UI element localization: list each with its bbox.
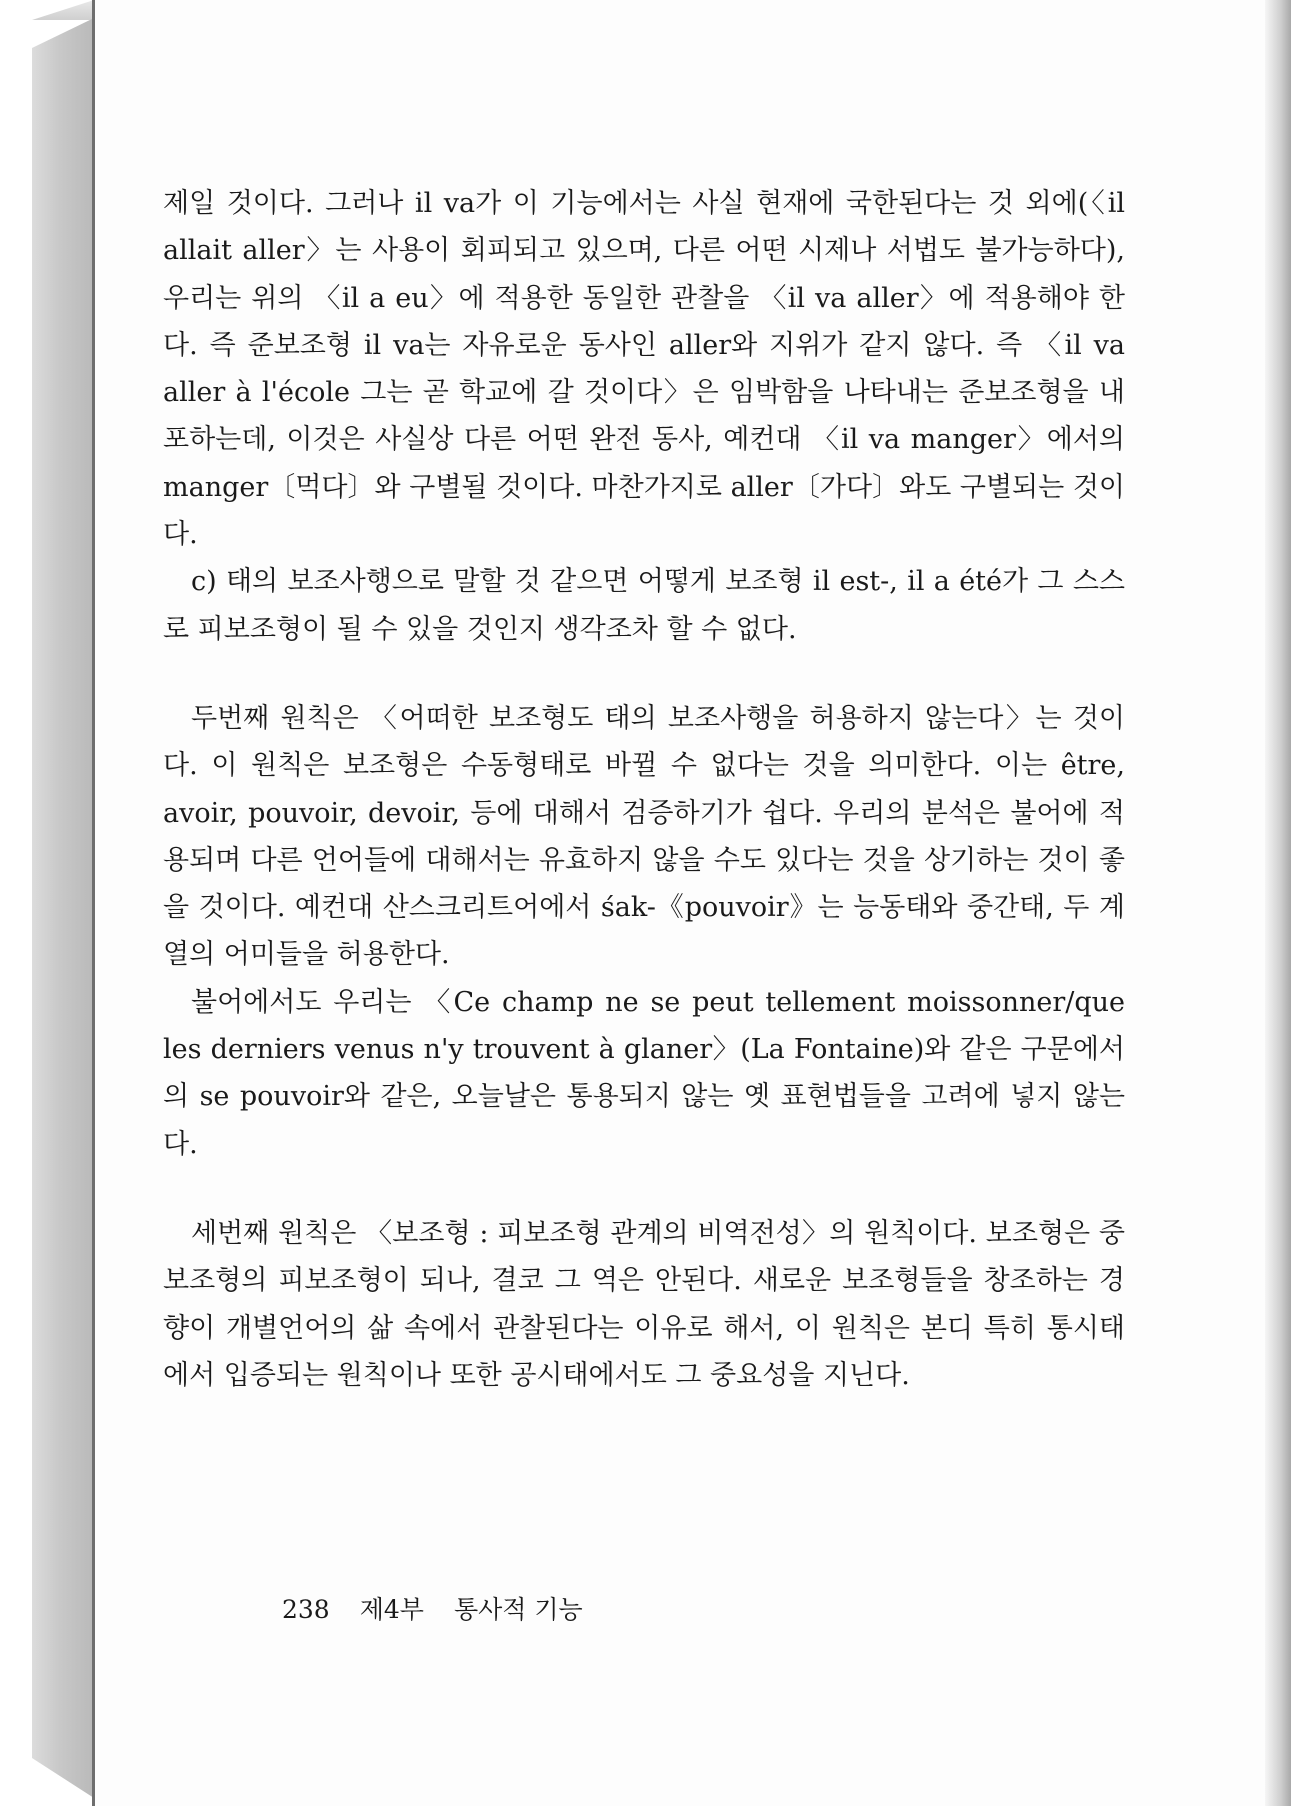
paragraph-4: 불어에서도 우리는 〈Ce champ ne se peut tellement moissonner/que les derniers venus n'y trouvent à glaner〉(La Fontaine)와 같은 구문에서의 se pouvoir와 같은, 오늘날은 통용되지 않는 옛 표현법들을 고려에 넣지 않는다. (163, 986, 1125, 1160)
page-number: 238 (282, 1595, 330, 1624)
paragraph-5: 세번째 원칙은 〈보조형 : 피보조형 관계의 비역전성〉의 원칙이다. 보조형은 중보조형의 피보조형이 되나, 결코 그 역은 안된다. 새로운 보조형들을 창조하는 경향이 개별언어의 삶 속에서 관찰된다는 이유로 해서, 이 원칙은 본디 특히 통시태에서 입증되는 원칙이나 또한 공시태에서도 그 중요성을 지닌다. (163, 1217, 1125, 1391)
part-label: 제4부 (359, 1595, 424, 1624)
body-text (163, 180, 1125, 1399)
book-right-edge (1265, 0, 1291, 1806)
paragraph-1: 제일 것이다. 그러나 il va가 이 기능에서는 사실 현재에 국한된다는 것 외에(〈il allait aller〉는 사용이 회피되고 있으며, 다른 어떤 시제나 서법도 불가능하다), 우리는 위의 〈il a eu〉에 적용한 동일한 관찰을 〈il va aller〉에 적용해야 한다. 즉 준보조형 il va는 자유로운 동사인 aller와 지위가 같지 않다. 즉 〈il va aller à l'école 그는 곧 학교에 갈 것이다〉은 임박함을 나타내는 준보조형을 내포하는데, 이것은 사실상 다른 어떤 완전 동사, 예컨대 〈il va manger〉에서의 manger〔먹다〕와 구별될 것이다. 마찬가지로 aller〔가다〕와도 구별되는 것이다. (163, 188, 1125, 551)
page-footer (282, 1590, 613, 1626)
paragraph-2: c) 태의 보조사행으로 말할 것 같으면 어떻게 보조형 il est-, il a été가 그 스스로 피보조형이 될 수 있을 것인지 생각조차 할 수 없다. (163, 566, 1125, 645)
paragraph-3: 두번째 원칙은 〈어떠한 보조형도 태의 보조사행을 허용하지 않는다〉는 것이다. 이 원칙은 보조형은 수동형태로 바뀔 수 없다는 것을 의미한다. 이는 être, avoir, pouvoir, devoir, 등에 대해서 검증하기가 쉽다. 우리의 분석은 불어에 적용되며 다른 언어들에 대해서는 유효하지 않을 수도 있다는 것을 상기하는 것이 좋을 것이다. 예컨대 산스크리트어에서 śak-《pouvoir》는 능동태와 중간태, 두 계열의 어미들을 허용한다. (163, 702, 1125, 971)
page-left-edge (92, 0, 95, 1806)
book-spine (32, 18, 94, 1798)
section-label: 통사적 기능 (453, 1595, 583, 1624)
